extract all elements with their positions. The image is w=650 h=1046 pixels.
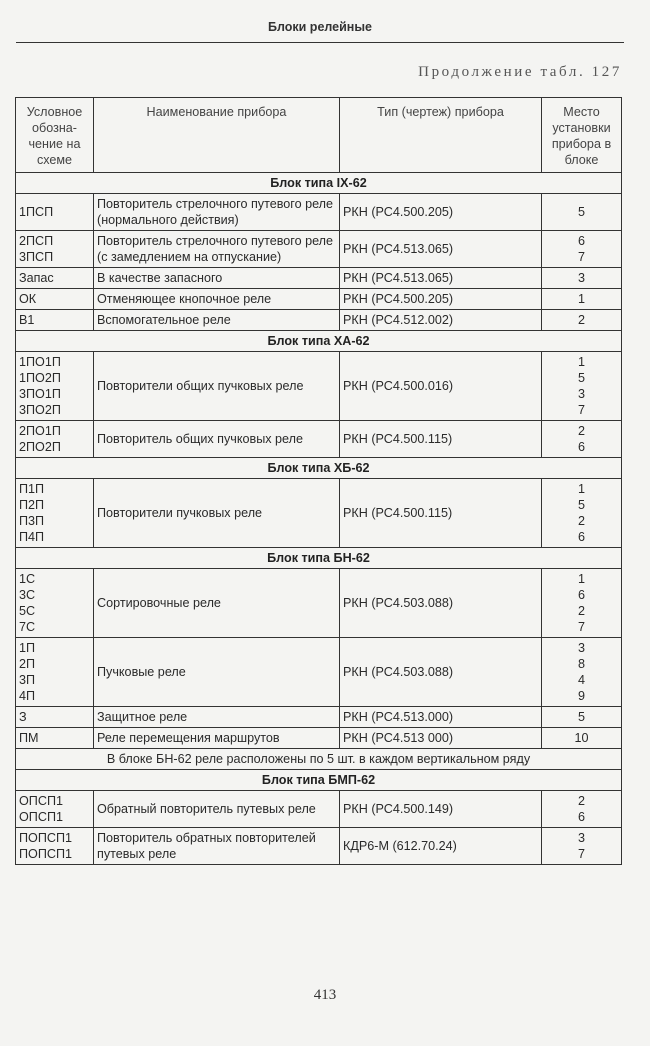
device-name-cell: Обратный повторитель путевых реле xyxy=(94,791,340,828)
table-continuation-label: Продолжение табл. 127 xyxy=(418,64,622,80)
device-name-cell: Отменяющее кнопочное реле xyxy=(94,289,340,310)
designation-cell: ПМ xyxy=(16,728,94,749)
device-name-cell: Сортировочные реле xyxy=(94,569,340,638)
running-head: Блоки релейные xyxy=(268,20,372,34)
table-row xyxy=(16,310,622,331)
device-type-cell: РКН (РС4.500.115) xyxy=(340,421,542,458)
device-name-cell: Повторитель обратных повторителей путевых реле xyxy=(94,828,340,865)
designation-cell: 2ПО1П 2ПО2П xyxy=(16,421,94,458)
position-cell: 3 xyxy=(542,268,622,289)
table-row xyxy=(16,728,622,749)
table-row xyxy=(16,707,622,728)
table-row xyxy=(16,289,622,310)
table-header-row xyxy=(16,98,622,173)
table-row xyxy=(16,479,622,548)
table-row xyxy=(16,194,622,231)
section-header-row xyxy=(16,173,622,194)
designation-cell: В1 xyxy=(16,310,94,331)
position-cell: 1 6 2 7 xyxy=(542,569,622,638)
designation-cell: ОПСП1 ОПСП1 xyxy=(16,791,94,828)
position-cell: 1 xyxy=(542,289,622,310)
device-type-cell: РКН (РС4.513.065) xyxy=(340,231,542,268)
device-type-cell: РКН (РС4.513.000) xyxy=(340,707,542,728)
position-cell: 3 7 xyxy=(542,828,622,865)
device-type-cell: РКН (РС4.500.115) xyxy=(340,479,542,548)
section-header-row xyxy=(16,331,622,352)
position-cell: 5 xyxy=(542,707,622,728)
designation-cell: З xyxy=(16,707,94,728)
section-title: Блок типа IX-62 xyxy=(16,173,622,194)
device-type-cell: РКН (РС4.503.088) xyxy=(340,638,542,707)
device-name-cell: В качестве запасного xyxy=(94,268,340,289)
device-name-cell: Вспомогательное реле xyxy=(94,310,340,331)
page-number: 413 xyxy=(313,987,337,1003)
section-note: В блоке БН-62 реле расположены по 5 шт. в каждом вертикальном ряду xyxy=(16,749,622,770)
device-type-cell: РКН (РС4.500.205) xyxy=(340,194,542,231)
designation-cell: 1С 3С 5С 7С xyxy=(16,569,94,638)
section-header-row xyxy=(16,458,622,479)
device-name-cell: Пучковые реле xyxy=(94,638,340,707)
device-type-cell: РКН (РС4.500.205) xyxy=(340,289,542,310)
position-cell: 2 6 xyxy=(542,421,622,458)
device-type-cell: РКН (РС4.503.088) xyxy=(340,569,542,638)
header-device-type: Тип (чертеж) прибора xyxy=(340,98,542,173)
position-cell: 6 7 xyxy=(542,231,622,268)
designation-cell: ПОПСП1 ПОПСП1 xyxy=(16,828,94,865)
device-type-cell: РКН (РС4.512.002) xyxy=(340,310,542,331)
position-cell: 1 5 2 6 xyxy=(542,479,622,548)
designation-cell: 1ПО1П 1ПО2П 3ПО1П 3ПО2П xyxy=(16,352,94,421)
position-cell: 10 xyxy=(542,728,622,749)
designation-cell: 2ПСП 3ПСП xyxy=(16,231,94,268)
relay-table xyxy=(15,97,622,865)
section-header-row xyxy=(16,770,622,791)
designation-cell: Запас xyxy=(16,268,94,289)
table-row xyxy=(16,231,622,268)
table-row xyxy=(16,421,622,458)
device-name-cell: Повторитель общих пучковых реле xyxy=(94,421,340,458)
section-title: Блок типа БМП-62 xyxy=(16,770,622,791)
device-name-cell: Реле перемещения маршрутов xyxy=(94,728,340,749)
device-type-cell: РКН (РС4.500.149) xyxy=(340,791,542,828)
position-cell: 2 6 xyxy=(542,791,622,828)
device-name-cell: Повторители общих пучковых реле xyxy=(94,352,340,421)
position-cell: 2 xyxy=(542,310,622,331)
table-row xyxy=(16,791,622,828)
section-title: Блок типа ХА-62 xyxy=(16,331,622,352)
position-cell: 3 8 4 9 xyxy=(542,638,622,707)
table-row xyxy=(16,638,622,707)
designation-cell: ОК xyxy=(16,289,94,310)
position-cell: 5 xyxy=(542,194,622,231)
header-device-name: Наименование прибора xyxy=(94,98,340,173)
device-type-cell: РКН (РС4.513.065) xyxy=(340,268,542,289)
device-name-cell: Защитное реле xyxy=(94,707,340,728)
designation-cell: П1П П2П П3П П4П xyxy=(16,479,94,548)
device-type-cell: РКН (РС4.500.016) xyxy=(340,352,542,421)
section-header-row xyxy=(16,548,622,569)
note-row xyxy=(16,749,622,770)
designation-cell: 1П 2П 3П 4П xyxy=(16,638,94,707)
header-position: Место установки прибора в блоке xyxy=(542,98,622,173)
table-row xyxy=(16,828,622,865)
table-row xyxy=(16,352,622,421)
designation-cell: 1ПСП xyxy=(16,194,94,231)
device-name-cell: Повторитель стрелочного путевого реле (нормального действия) xyxy=(94,194,340,231)
header-designation: Условное обозна-чение на схеме xyxy=(16,98,94,173)
section-title: Блок типа БН-62 xyxy=(16,548,622,569)
section-title: Блок типа ХБ-62 xyxy=(16,458,622,479)
position-cell: 1 5 3 7 xyxy=(542,352,622,421)
table-row xyxy=(16,569,622,638)
device-type-cell: КДР6-М (612.70.24) xyxy=(340,828,542,865)
device-type-cell: РКН (РС4.513 000) xyxy=(340,728,542,749)
table-row xyxy=(16,268,622,289)
header-rule xyxy=(16,42,624,43)
device-name-cell: Повторитель стрелочного путевого реле (с замедлением на отпускание) xyxy=(94,231,340,268)
device-name-cell: Повторители пучковых реле xyxy=(94,479,340,548)
